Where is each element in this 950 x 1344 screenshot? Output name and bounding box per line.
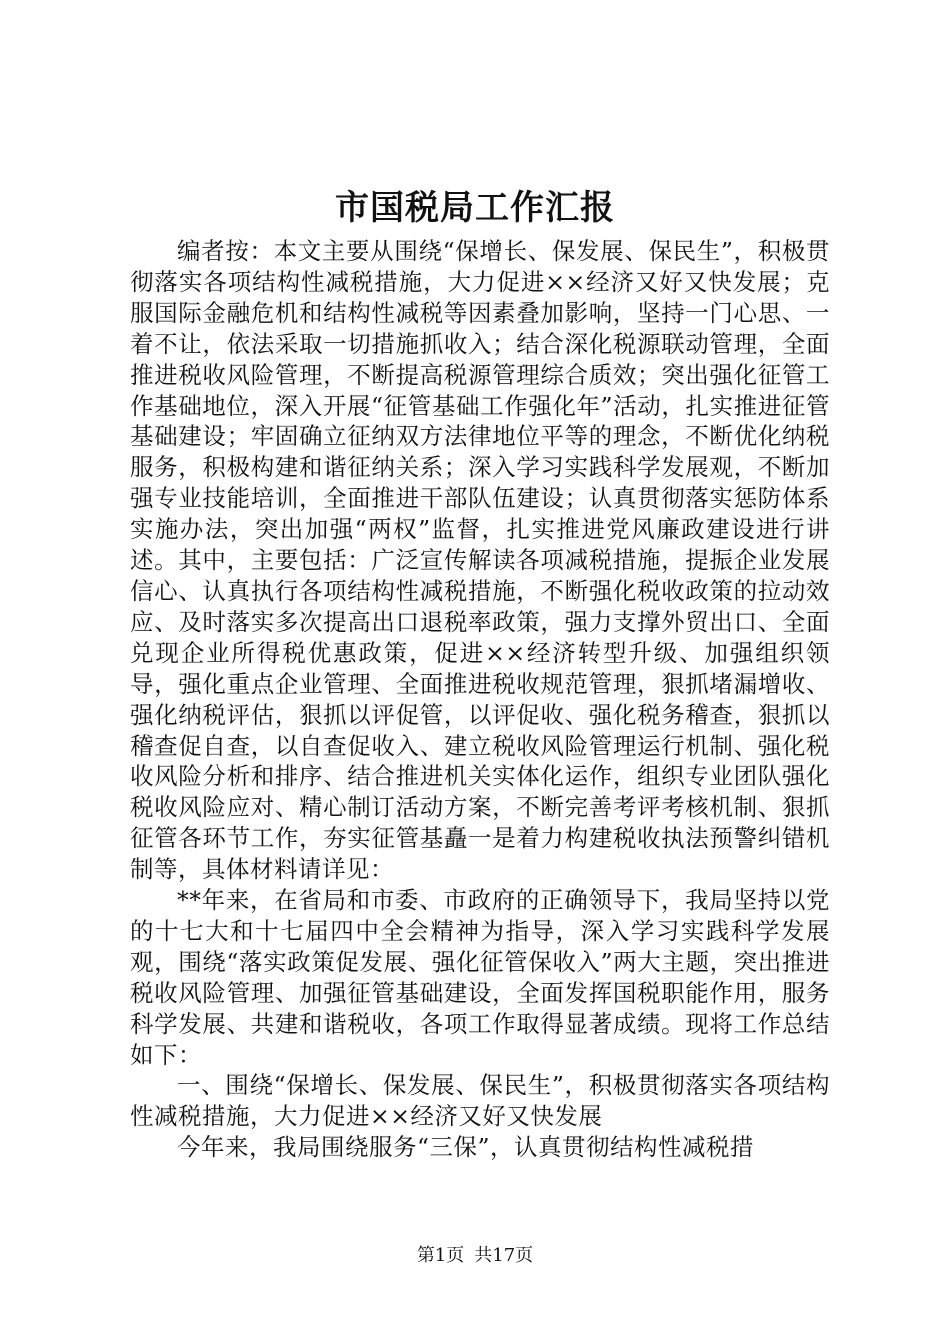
editor-note-paragraph: 编者按：本文主要从围绕“保增长、保发展、保民生”，积极贯彻落实各项结构性减税措施，大力促进××经济又好又快发展；克服国际金融危机和结构性减税等因素叠加影响，坚持一门心思、一着不让，依法采取一切措施抓收入；结合深化税源联动管理，全面推进税收风险管理，不断提高税源管理综合质效；突出强化征管工作基础地位，深入开展“征管基础工作强化年”活动，扎实推进征管基础建设；牢固确立征纳双方法律地位平等的理念，不断优化纳税服务，积极构建和谐征纳关系；深入学习实践科学发展观，不断加强专业技能培训，全面推进干部队伍建设；认真贯彻落实惩防体系实施办法，突出加强“两权”监督，扎实推进党风廉政建设进行讲述。其中，主要包括：广泛宣传解读各项减税措施，提振企业发展信心、认真执行各项结构性减税措施，不断强化税收政策的拉动效应、及时落实多次提高出口退税率政策，强力支撑外贸出口、全面兑现企业所得税优惠政策，促进××经济转型升级、加强组织领导，强化重点企业管理、全面推进税收规范管理，狠抓堵漏增收、强化纳税评估，狠抓以评促管，以评促收、强化税务稽查，狠抓以稽查促自查，以自查促收入、建立税收风险管理运行机制、强化税收风险分析和排序、结合推进机关实体化运作，组织专业团队强化税收风险应对、精心制订活动方案，不断完善考评考核机制、狠抓征管各环节工作，夯实征管基矗一是着力构建税收执法预警纠错机制等，具体材料请详见： (130, 237, 830, 884)
document-title: 市国税局工作汇报 (335, 188, 615, 228)
page-number: 第1页 (416, 1245, 465, 1266)
page-footer (0, 1244, 950, 1268)
page-total: 共17页 (474, 1245, 534, 1266)
intro-paragraph: **年来，在省局和市委、市政府的正确领导下，我局坚持以党的十七大和十七届四中全会精神为指导，深入学习实践科学发展观，围绕“落实政策促发展、强化征管保收入”两大主题，突出推进税收风险管理、加强征管基础建设，全面发挥国税职能作用，服务科学发展、共建和谐税收，各项工作取得显著成绩。现将工作总结如下： (130, 886, 830, 1069)
section-heading-paragraph: 一、围绕“保增长、保发展、保民生”，积极贯彻落实各项结构性减税措施，大力促进××经济又好又快发展 (130, 1071, 830, 1131)
section-body-paragraph: 今年来，我局围绕服务“三保”，认真贯彻结构性减税措 (177, 1133, 755, 1162)
document-body (130, 236, 830, 1163)
